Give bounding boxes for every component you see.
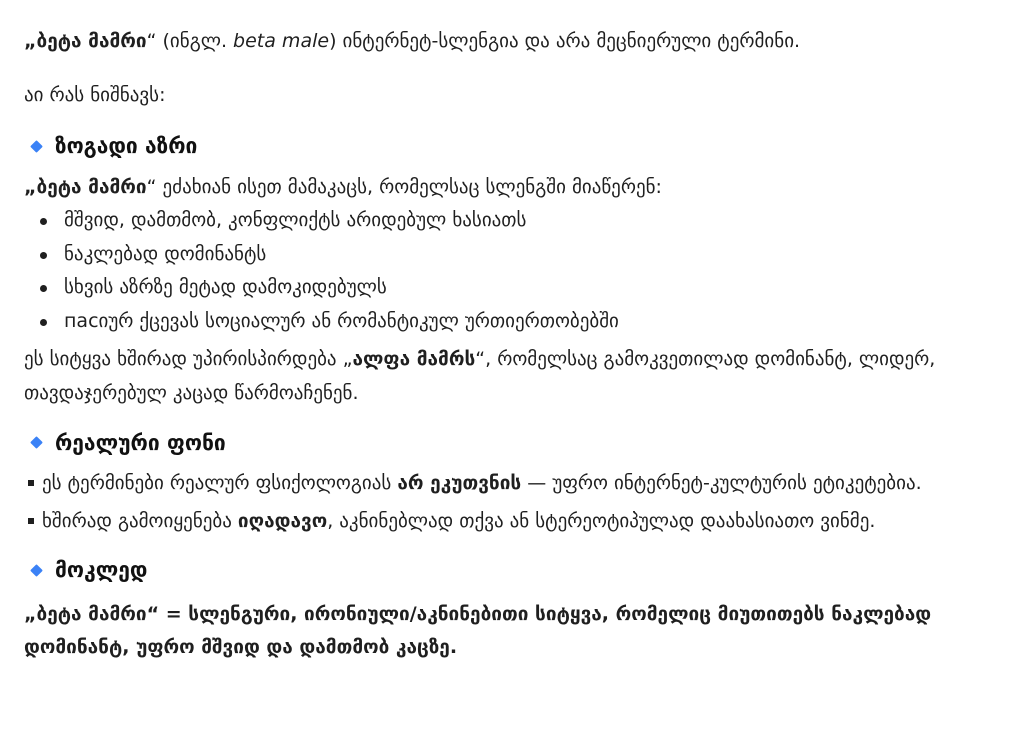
intro-rest: ) ინტერნეტ-სლენგია და არა მეცნიერული ტერმინი. — [329, 30, 801, 52]
background-item-1 — [42, 470, 922, 498]
list-item — [24, 508, 1000, 536]
diamond-icon — [30, 140, 43, 153]
background-list — [24, 470, 1000, 535]
background-item-1-bold: არ ეკუთვნის — [397, 472, 522, 495]
background-item-2-pre: ხშირად გამოიყენება — [42, 509, 238, 532]
contrast-term: ალფა მამრს — [352, 348, 476, 371]
section-heading-summary — [24, 555, 1000, 585]
general-lead — [24, 174, 1000, 202]
intro-lead: აი რას ნიშნავს: — [24, 83, 166, 106]
section-heading-general — [24, 131, 1000, 161]
background-item-2-post: , აკნინებლად თქვა ან სტერეოტიპულად დაახასიათო ვინმე. — [327, 509, 876, 532]
square-bullet-icon — [28, 480, 34, 486]
contrast-paragraph — [24, 343, 1000, 410]
square-bullet-icon — [28, 518, 34, 524]
list-item: ნაკლებად დომინანტს — [64, 241, 1000, 269]
traits-list — [24, 207, 1000, 335]
summary-paragraph: „ბეტა მამრი“ = სლენგური, ირონიული/აკნინებითი სიტყვა, რომელიც მიუთითებს ნაკლებად დომინანტ, უფრო მშვიდ და დამთმობ კაცზე. — [24, 602, 932, 658]
contrast-post: “, რომელსაც გამოკვეთილად დომინანტ, ლიდერ, თავდაჯერებულ კაცად წარმოაჩენენ. — [24, 348, 936, 404]
diamond-icon — [30, 564, 43, 577]
section-title-general: ზოგადი აზრი — [55, 134, 198, 159]
intro-term: „ბეტა მამრი — [24, 30, 147, 52]
section-title-background: რეალური ფონი — [55, 430, 226, 455]
general-lead-rest: “ ეძახიან ისეთ მამაკაცს, რომელსაც სლენგში მიაწერენ: — [146, 175, 662, 198]
background-item-2-bold: იღადავო — [237, 509, 328, 532]
diamond-icon — [30, 437, 43, 450]
background-item-1-post: — უფრო ინტერნეტ-კულტურის ეტიკეტებია. — [521, 472, 922, 495]
list-item: მშვიდ, დამთმობ, კონფლიქტს არიდებულ ხასიათს — [64, 207, 1000, 235]
contrast-pre: ეს სიტყვა ხშირად უპირისპირდება „ — [24, 348, 353, 371]
section-heading-background — [24, 428, 1000, 458]
section-title-summary: მოკლედ — [55, 558, 148, 583]
intro-english: beta male — [233, 30, 330, 52]
background-item-2 — [42, 508, 875, 536]
list-item: სხვის აზრზე მეტად დამოკიდებულს — [64, 274, 1000, 302]
list-item: пасიურ ქცევას სოციალურ ან რომანტიკულ ურთიერთობებში — [64, 308, 1000, 336]
general-lead-term: „ბეტა მამრი — [24, 175, 147, 198]
intro-paragraph — [24, 28, 1000, 56]
list-item — [24, 470, 1000, 498]
intro-after-term: “ (ინგლ. — [146, 30, 234, 52]
background-item-1-pre: ეს ტერმინები რეალურ ფსიქოლოგიას — [42, 472, 398, 495]
